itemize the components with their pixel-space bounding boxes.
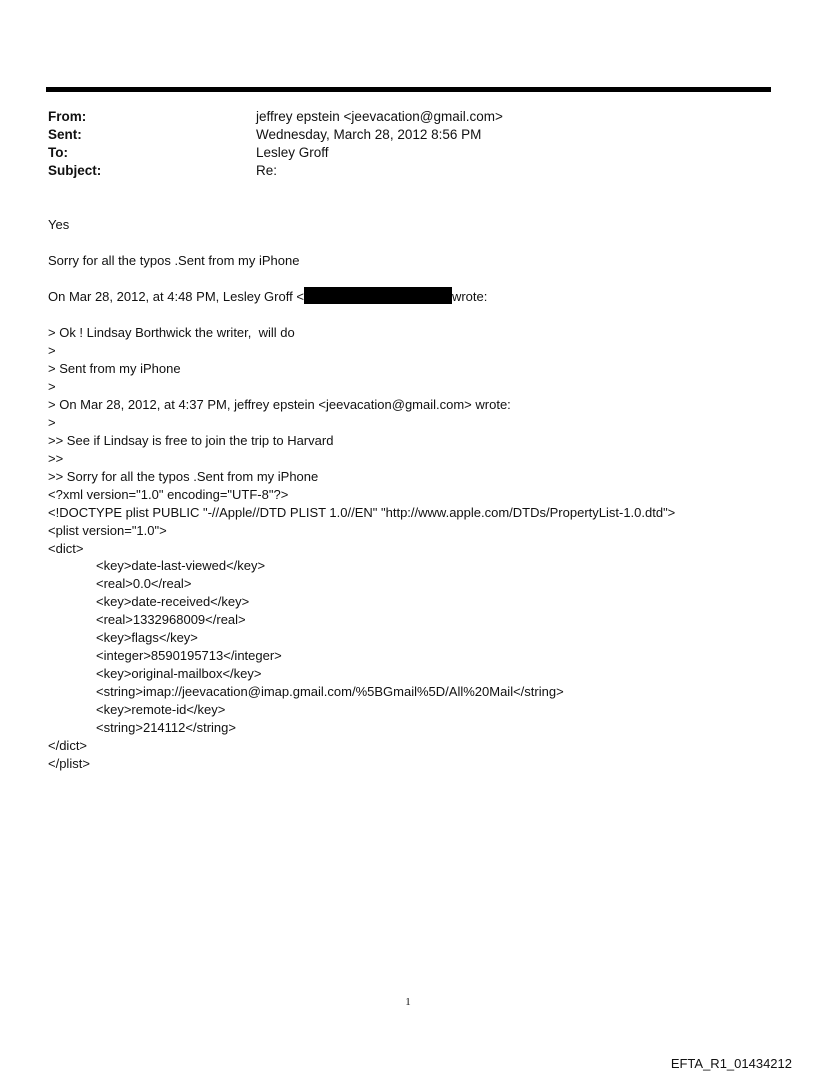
quoted-line: > Sent from my iPhone bbox=[48, 361, 181, 376]
plist-line: <real>1332968009</real> bbox=[96, 612, 246, 627]
plist-line: <?xml version="1.0" encoding="UTF-8"?> bbox=[48, 487, 289, 502]
plist-line: <string>214112</string> bbox=[96, 720, 236, 735]
to-label: To: bbox=[48, 145, 68, 160]
quoted-line: > bbox=[48, 379, 56, 394]
sent-row bbox=[48, 126, 748, 144]
plist-line: </plist> bbox=[48, 756, 90, 771]
plist-line: <key>remote-id</key> bbox=[96, 702, 226, 717]
subject-value: Re: bbox=[256, 163, 278, 178]
sent-value: Wednesday, March 28, 2012 8:56 PM bbox=[256, 127, 482, 142]
quote-intro-start: On Mar 28, 2012, at 4:48 PM, Lesley Groff < bbox=[48, 289, 304, 304]
plist-line: <integer>8590195713</integer> bbox=[96, 648, 282, 663]
sent-label: Sent: bbox=[48, 127, 82, 142]
from-row bbox=[48, 108, 748, 126]
quoted-line: > bbox=[48, 415, 56, 430]
quote-intro bbox=[48, 287, 487, 306]
plist-line: <key>date-last-viewed</key> bbox=[96, 558, 266, 573]
from-value: jeffrey epstein <jeevacation@gmail.com> bbox=[256, 109, 503, 124]
quote-intro-end: wrote: bbox=[451, 289, 488, 304]
redaction-block bbox=[304, 287, 452, 304]
header-rule bbox=[46, 87, 771, 92]
plist-line: <!DOCTYPE plist PUBLIC "-//Apple//DTD PLIST 1.0//EN" "http://www.apple.com/DTDs/PropertyList-1.0.dtd"> bbox=[48, 505, 676, 520]
quoted-line: >> Sorry for all the typos .Sent from my iPhone bbox=[48, 469, 319, 484]
quoted-line: >> bbox=[48, 451, 64, 466]
from-label: From: bbox=[48, 109, 87, 124]
quoted-line: > bbox=[48, 343, 56, 358]
quoted-line: > On Mar 28, 2012, at 4:37 PM, jeffrey epstein <jeevacation@gmail.com> wrote: bbox=[48, 397, 511, 412]
subject-label: Subject: bbox=[48, 163, 102, 178]
quoted-line: > Ok ! Lindsay Borthwick the writer, will do bbox=[48, 325, 295, 340]
email-header bbox=[48, 108, 748, 180]
plist-line: <dict> bbox=[48, 541, 84, 556]
to-value: Lesley Groff bbox=[256, 145, 329, 160]
page-number: 1 bbox=[405, 996, 411, 1008]
plist-line: <plist version="1.0"> bbox=[48, 523, 167, 538]
quoted-line: >> See if Lindsay is free to join the trip to Harvard bbox=[48, 433, 334, 448]
body-line: Sorry for all the typos .Sent from my iPhone bbox=[48, 253, 300, 268]
plist-line: <string>imap://jeevacation@imap.gmail.com/%5BGmail%5D/All%20Mail</string> bbox=[96, 684, 564, 699]
plist-line: <key>original-mailbox</key> bbox=[96, 666, 262, 681]
subject-row bbox=[48, 162, 748, 180]
plist-line: <key>date-received</key> bbox=[96, 594, 250, 609]
plist-line: </dict> bbox=[48, 738, 88, 753]
to-row bbox=[48, 144, 748, 162]
plist-line: <key>flags</key> bbox=[96, 630, 198, 645]
body-line: Yes bbox=[48, 217, 70, 232]
plist-line: <real>0.0</real> bbox=[96, 576, 192, 591]
bates-number: EFTA_R1_01434212 bbox=[670, 1056, 792, 1071]
